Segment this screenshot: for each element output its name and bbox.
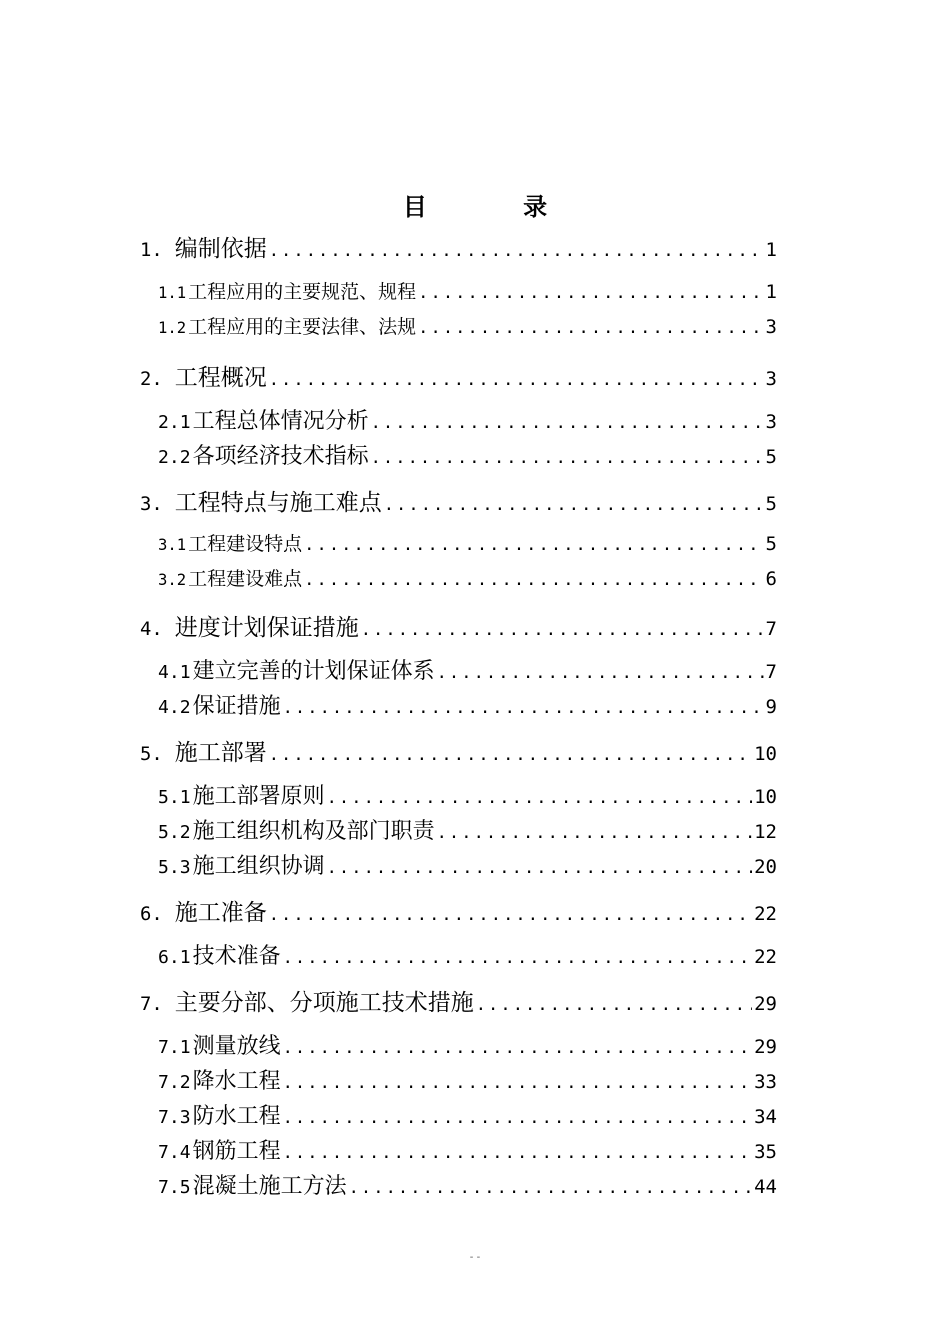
toc-entry-number: 5.: [140, 743, 163, 765]
toc-entry-label: 施工部署: [174, 740, 267, 766]
toc-entry[interactable]: [158, 404, 777, 435]
toc-entry[interactable]: [140, 609, 777, 642]
page-title: 目 录: [402, 192, 592, 221]
toc-dot-leader: [283, 1073, 753, 1093]
toc-entry-number: 1.1: [158, 284, 187, 302]
toc-dot-leader: [476, 995, 752, 1015]
toc-entry-number: 2.: [140, 368, 163, 390]
toc-entry-number: 7.: [140, 993, 163, 1015]
toc-entry-label: 施工准备: [174, 900, 267, 926]
toc-entry[interactable]: [158, 779, 777, 810]
toc-entry-number: 7.2: [158, 1072, 191, 1093]
toc-entry-page-number: 22: [754, 946, 777, 968]
toc-entry-number: 4.2: [158, 697, 191, 718]
toc-entry-page-number: 35: [754, 1141, 777, 1163]
toc-entry-page-number: 22: [754, 903, 777, 925]
toc-dot-leader: [371, 413, 764, 433]
toc-entry-label: 施工组织机构及部门职责: [192, 819, 435, 844]
toc-entry[interactable]: [140, 484, 777, 517]
toc-entry-label: 施工组织协调: [192, 854, 325, 879]
toc-entry-label: 测量放线: [192, 1034, 281, 1059]
toc-entry-number: 1.: [140, 239, 163, 261]
toc-entry-label: 工程应用的主要法律、法规: [188, 316, 417, 338]
toc-dot-leader: [349, 1178, 753, 1198]
toc-entry[interactable]: [158, 654, 777, 685]
toc-entry-number: 7.1: [158, 1037, 191, 1058]
toc-entry-page-number: 6: [765, 568, 777, 590]
toc-entry[interactable]: [158, 814, 777, 845]
toc-entry[interactable]: [158, 689, 777, 720]
toc-entry-page-number: 3: [765, 411, 777, 433]
toc-dot-leader: [371, 448, 764, 468]
toc-dot-leader: [304, 535, 763, 555]
toc-dot-leader: [269, 241, 764, 261]
toc-entry-number: 3.: [140, 493, 163, 515]
toc-entry-page-number: 3: [765, 316, 777, 338]
toc-entry-label: 工程特点与施工难点: [174, 490, 382, 516]
toc-entry[interactable]: [140, 984, 777, 1017]
toc-entry-label: 工程建设特点: [188, 533, 303, 555]
toc-entry-label: 钢筋工程: [192, 1139, 281, 1164]
toc-entry-page-number: 29: [754, 993, 777, 1015]
toc-entry-number: 3.2: [158, 571, 187, 589]
toc-entry[interactable]: [158, 849, 777, 880]
toc-entry-label: 保证措施: [192, 694, 281, 719]
toc-dot-leader: [418, 318, 763, 338]
toc-entry[interactable]: [158, 1064, 777, 1095]
toc-dot-leader: [327, 858, 753, 878]
toc-entry-page-number: 10: [754, 786, 777, 808]
toc-entry-label: 工程建设难点: [188, 568, 303, 590]
page-footer: - -: [469, 1252, 481, 1263]
toc-entry-number: 7.4: [158, 1142, 191, 1163]
toc-entry-number: 2.1: [158, 412, 191, 433]
toc-entry-number: 7.3: [158, 1107, 191, 1128]
toc-entry-label: 工程概况: [174, 365, 267, 391]
toc-dot-leader: [327, 788, 753, 808]
toc-entry-page-number: 5: [765, 533, 777, 555]
toc-entry-label: 防水工程: [192, 1104, 281, 1129]
toc-entry-number: 5.1: [158, 787, 191, 808]
toc-dot-leader: [304, 570, 763, 590]
toc-entry-label: 施工部署原则: [192, 784, 325, 809]
toc-entry-label: 降水工程: [192, 1069, 281, 1094]
toc-dot-leader: [269, 745, 752, 765]
toc-entry[interactable]: [158, 1029, 777, 1060]
toc-dot-leader: [283, 1143, 753, 1163]
toc-entry[interactable]: [140, 359, 777, 392]
toc-entry[interactable]: [158, 564, 777, 591]
toc-entry[interactable]: [158, 529, 777, 556]
toc-entry-page-number: 5: [765, 493, 777, 515]
toc-entry-page-number: 5: [765, 446, 777, 468]
toc-entry-label: 工程总体情况分析: [192, 409, 369, 434]
toc-dot-leader: [418, 283, 763, 303]
toc-entry[interactable]: [158, 1099, 777, 1130]
toc-dot-leader: [283, 698, 764, 718]
toc-dot-leader: [269, 905, 752, 925]
toc-entry-page-number: 7: [765, 618, 777, 640]
toc-entry[interactable]: [158, 277, 777, 304]
toc-entry-page-number: 33: [754, 1071, 777, 1093]
toc-entry[interactable]: [158, 1134, 777, 1165]
toc-entry-page-number: 20: [754, 856, 777, 878]
toc-entry[interactable]: [140, 894, 777, 927]
toc-entry-number: 5.2: [158, 822, 191, 843]
toc-entry-number: 4.: [140, 618, 163, 640]
toc-entry-page-number: 9: [765, 696, 777, 718]
toc-entry-number: 2.2: [158, 447, 191, 468]
toc-entry-page-number: 12: [754, 821, 777, 843]
toc-entry-page-number: 3: [765, 368, 777, 390]
toc-entry-label: 工程应用的主要规范、规程: [188, 281, 417, 303]
toc-entry-number: 4.1: [158, 662, 191, 683]
toc-entry-label: 技术准备: [192, 944, 281, 969]
toc-dot-leader: [283, 948, 753, 968]
toc-entry[interactable]: [158, 439, 777, 470]
toc-entry-number: 5.3: [158, 857, 191, 878]
toc-entry-page-number: 34: [754, 1106, 777, 1128]
toc-entry-number: 7.5: [158, 1177, 191, 1198]
toc-entry-label: 各项经济技术指标: [192, 444, 369, 469]
toc-dot-leader: [269, 370, 764, 390]
toc-entry-number: 6.1: [158, 947, 191, 968]
toc-entry-label: 建立完善的计划保证体系: [192, 659, 435, 684]
toc-entry-number: 6.: [140, 903, 163, 925]
toc-entry-page-number: 29: [754, 1036, 777, 1058]
toc-entry-label: 编制依据: [174, 236, 267, 262]
toc-dot-leader: [384, 495, 764, 515]
toc-entry-page-number: 1: [765, 281, 777, 303]
toc-entry[interactable]: [158, 939, 777, 970]
toc-entry[interactable]: [140, 230, 777, 263]
toc-entry-label: 进度计划保证措施: [174, 615, 359, 641]
toc-entry-number: 3.1: [158, 536, 187, 554]
toc-dot-leader: [361, 620, 764, 640]
toc-entry-page-number: 10: [754, 743, 777, 765]
toc-entry-page-number: 44: [754, 1176, 777, 1198]
toc-entry[interactable]: [158, 1169, 777, 1200]
toc-dot-leader: [283, 1038, 753, 1058]
toc-entry-label: 混凝土施工方法: [192, 1174, 347, 1199]
toc-dot-leader: [437, 823, 753, 843]
toc-entry-label: 主要分部、分项施工技术措施: [174, 990, 474, 1016]
toc-entry-page-number: 7: [765, 661, 777, 683]
toc-dot-leader: [283, 1108, 753, 1128]
toc-dot-leader: [437, 663, 764, 683]
toc-entry[interactable]: [140, 734, 777, 767]
toc-entry-number: 1.2: [158, 319, 187, 337]
toc-entry-page-number: 1: [765, 239, 777, 261]
toc-entry[interactable]: [158, 312, 777, 339]
